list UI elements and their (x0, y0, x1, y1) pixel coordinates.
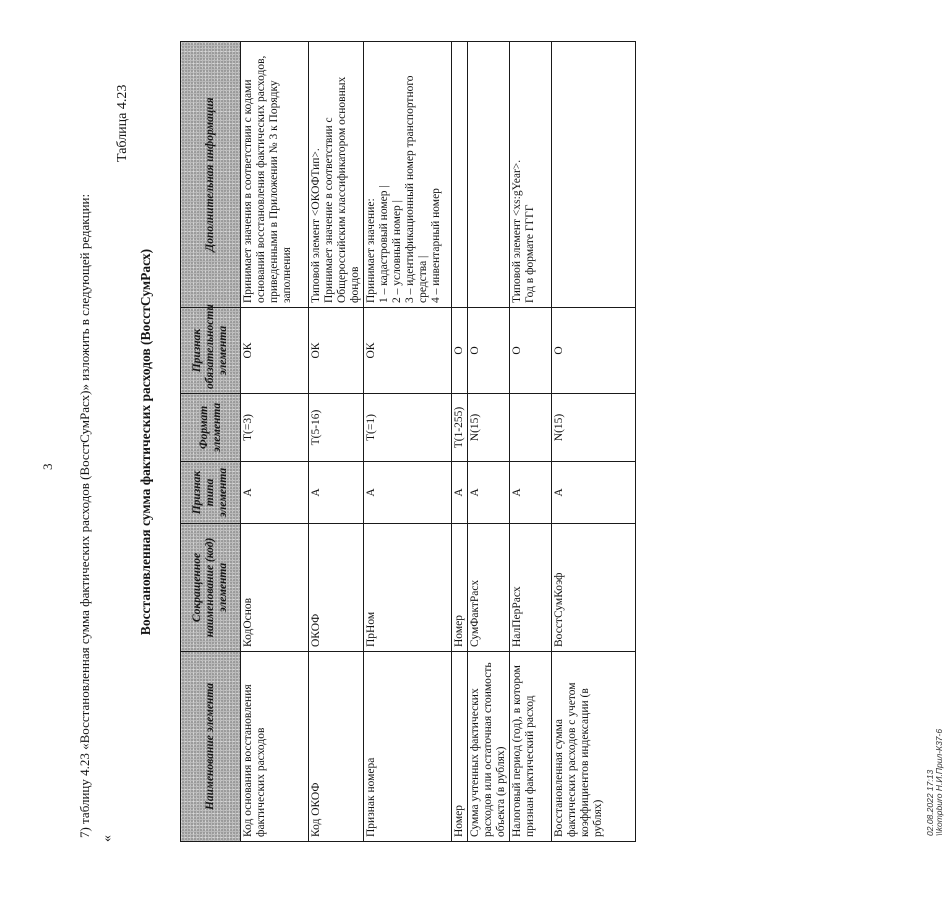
table-row (309, 42, 364, 842)
header-element-name: Наименование элемента (181, 652, 241, 842)
table-row (241, 42, 309, 842)
info-line: 3 – идентификационный номер транспортного средства | (404, 75, 429, 303)
cell-element-type: А (241, 462, 309, 524)
cell-element-type: А (309, 462, 364, 524)
info-line: Типовой элемент <ОКОФТип>. (310, 148, 322, 303)
cell-element-format: Т(=3) (241, 394, 309, 462)
cell-additional-info (452, 42, 468, 308)
cell-element-format: Т(=1) (364, 394, 452, 462)
footer-line: \\kompburo Н.И.Прил-К37-6 (934, 728, 944, 836)
cell-element-name: Восстановленная сумма фактических расходов с учетом коэффициентов индексации (в рублях) (552, 652, 636, 842)
cell-element-required: ОК (309, 308, 364, 394)
table-label: Таблица 4.23 (115, 84, 130, 162)
cell-element-name: Сумма учтенных фактических расходов или остаточная стоимость объекта (в рублях) (468, 652, 510, 842)
opening-quote-mark: « (100, 835, 115, 842)
cell-element-type: А (452, 462, 468, 524)
table-row (552, 42, 636, 842)
rotated-content (40, 42, 944, 842)
cell-element-format (510, 394, 552, 462)
cell-element-type: А (552, 462, 636, 524)
page-number: 3 (40, 463, 55, 470)
cell-element-name: Код основания восстановления фактических расходов (241, 652, 309, 842)
info-line: Принимает значение: (365, 198, 377, 303)
info-line: Принимает значения в соответствии с кодами оснований восстановления фактических расходов, приведенными в Приложении № 3 к Порядку заполнения (242, 55, 293, 303)
lead-text: 7) таблицу 4.23 «Восстановленная сумма фактических расходов (ВосстСумРасх)» изложить в следующей редакции: (77, 193, 92, 838)
cell-element-required: О (552, 308, 636, 394)
cell-element-required: О (468, 308, 510, 394)
header-element-type: Признак типа элемента (181, 462, 241, 524)
cell-element-code: ВосстСумКоэф (552, 524, 636, 652)
info-line: Год в формате ГГГГ (524, 204, 536, 303)
footer-line: 02.08.2022 17:13 (925, 769, 935, 836)
cell-element-name: Налоговый период (год), в котором признан фактический расход (510, 652, 552, 842)
header-element-required: Признак обязательности элемента (181, 308, 241, 394)
cell-element-code: ОКОФ (309, 524, 364, 652)
cell-element-type: А (510, 462, 552, 524)
cell-element-name: Признак номера (364, 652, 452, 842)
cell-additional-info (552, 42, 636, 308)
table-row (468, 42, 510, 842)
cell-element-type: А (468, 462, 510, 524)
cell-element-name: Код ОКОФ (309, 652, 364, 842)
cell-element-code: СумФактРасх (468, 524, 510, 652)
cell-element-code: Номер (452, 524, 468, 652)
header-additional-info: Дополнительная информация (181, 42, 241, 308)
cell-additional-info (468, 42, 510, 308)
cell-element-type: А (364, 462, 452, 524)
info-line: Принимает значение в соответствии с Общероссийским классификатором основных фондов (323, 76, 361, 303)
table-header-row (181, 42, 241, 842)
cell-element-required: ОК (364, 308, 452, 394)
cell-additional-info (241, 42, 309, 308)
cell-additional-info (510, 42, 552, 308)
cell-element-format: N(15) (468, 394, 510, 462)
table-row (510, 42, 552, 842)
table-row (364, 42, 452, 842)
footer-stamp (926, 729, 944, 836)
cell-additional-info (309, 42, 364, 308)
info-line: 4 – инвентарный номер (430, 188, 442, 303)
elements-table (180, 41, 636, 842)
header-element-format: Формат элемента (181, 394, 241, 462)
info-line: Типовой элемент <xs:gYear>. (511, 159, 523, 303)
cell-element-code: ПрНом (364, 524, 452, 652)
cell-element-format: Т(1-255) (452, 394, 468, 462)
cell-element-required: ОК (241, 308, 309, 394)
cell-element-required: О (452, 308, 468, 394)
cell-element-code: НалПерРасх (510, 524, 552, 652)
info-line: 1 – кадастровый номер | (378, 185, 390, 303)
cell-element-format: Т(5-16) (309, 394, 364, 462)
cell-element-format: N(15) (552, 394, 636, 462)
header-element-code: Сокращенное наименование (код) элемента (181, 524, 241, 652)
table-title: Восстановленная сумма фактических расходов (ВосстСумРасх) (138, 248, 153, 636)
cell-element-code: КодОснов (241, 524, 309, 652)
table-row (452, 42, 468, 842)
cell-additional-info (364, 42, 452, 308)
cell-element-name: Номер (452, 652, 468, 842)
cell-element-required: О (510, 308, 552, 394)
info-line: 2 – условный номер | (391, 200, 403, 303)
